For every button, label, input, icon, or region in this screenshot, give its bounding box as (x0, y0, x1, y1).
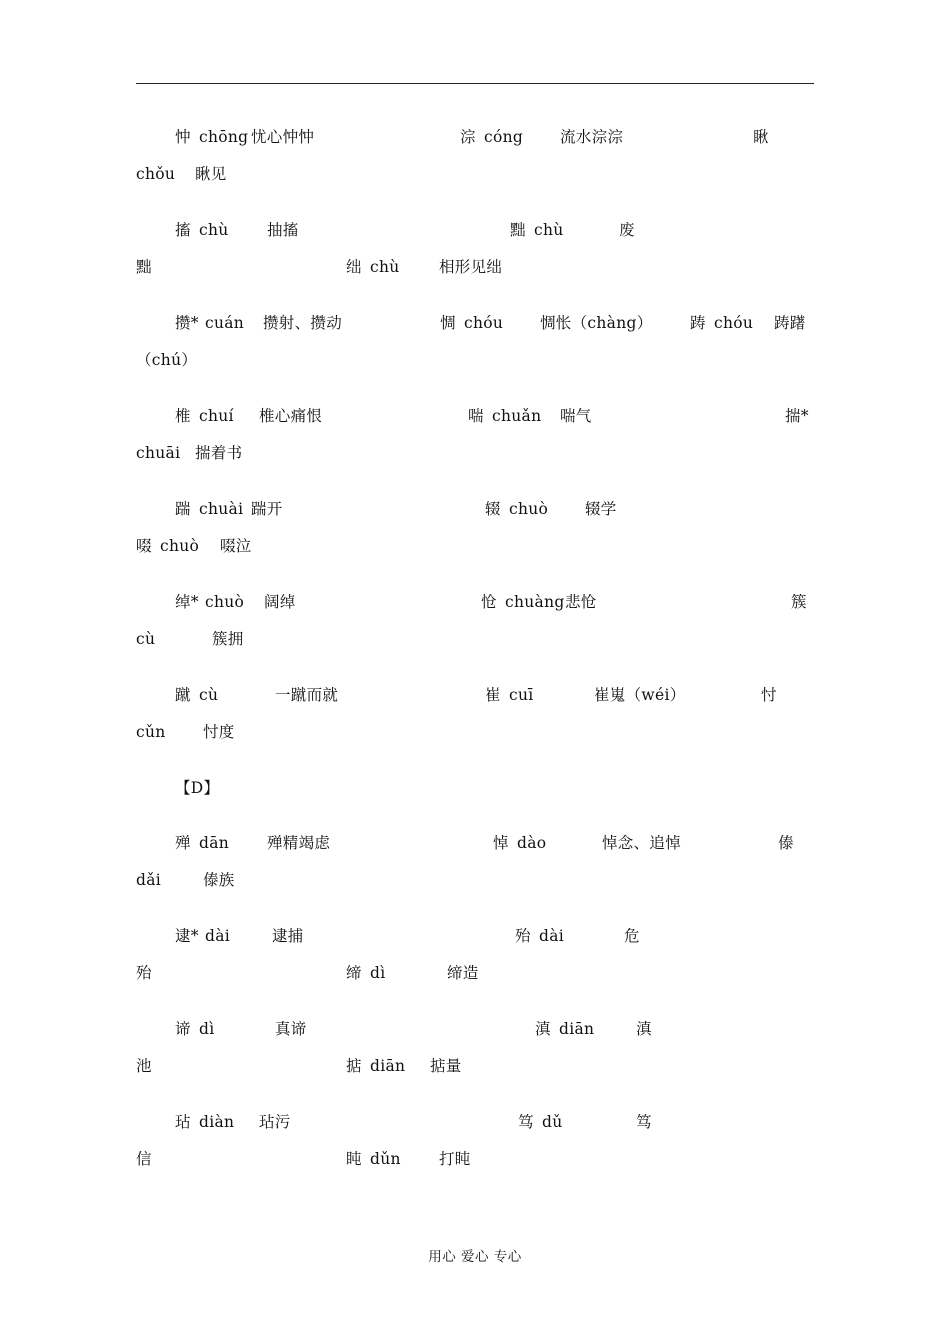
entry-word: 辍学 (585, 500, 617, 518)
entry-char: 瞅 (753, 128, 769, 146)
entry-word: 瞅见 (195, 165, 227, 183)
entry-char: 滇 (535, 1020, 551, 1038)
entry-char: 绌 (346, 258, 362, 276)
entry-char: 掂 (346, 1057, 362, 1075)
entry-char: 谛 (175, 1020, 191, 1038)
entry-pinyin: cǔn (136, 723, 166, 741)
entry-pinyin: cù (199, 686, 219, 704)
entry-pinyin: chǒu (136, 165, 176, 183)
entry-char: 逮* (175, 927, 199, 945)
entry-char: 踌 (690, 314, 706, 332)
entry-word: 流水淙淙 (560, 128, 624, 146)
entry-pinyin: cuán (205, 314, 245, 332)
entry-pinyin: diàn (199, 1113, 235, 1131)
entry-char: 辍 (485, 500, 501, 518)
entry-word: 悲怆 (565, 593, 597, 611)
entry-char: 缔 (346, 964, 362, 982)
entry-word: 阔绰 (264, 593, 296, 611)
entry-pinyin: chuò (205, 593, 245, 611)
entry-char: 笃 (518, 1113, 534, 1131)
entry-pinyin: cuī (509, 686, 534, 704)
entry-char: 揣* (785, 407, 809, 425)
entry-char: 怆 (481, 593, 497, 611)
entry-word: 簇拥 (212, 630, 244, 648)
entry-pinyin: dǎi (136, 871, 162, 889)
page-footer: 用心 爱心 专心 (428, 1249, 522, 1265)
entry-word: 真谛 (275, 1020, 307, 1038)
entry-char: 喘 (468, 407, 484, 425)
entry-char: 殚 (175, 834, 191, 852)
entry-char: 傣 (778, 834, 794, 852)
entry-word: 笃 (636, 1113, 652, 1131)
entry-word: 掂量 (430, 1057, 462, 1075)
entry-char: 蹴 (175, 686, 191, 704)
entry-pinyin: dì (370, 964, 386, 982)
entry-pinyin: chōng (199, 128, 249, 146)
entry-char: 盹 (346, 1150, 362, 1168)
entry-word: 忖度 (203, 723, 235, 741)
entry-word: 惆怅（chàng） (540, 314, 653, 332)
entry-pinyin: chù (370, 258, 400, 276)
entry-word: 悼念、追悼 (602, 834, 682, 852)
entry-pinyin: dài (205, 927, 231, 945)
entry-pinyin: dǔ (542, 1113, 563, 1131)
entry-char: 椎 (175, 407, 191, 425)
entry-char: 玷 (175, 1113, 191, 1131)
entry-char: 崔 (485, 686, 501, 704)
entry-pinyin: chuǎn (492, 407, 542, 425)
entry-word: 缔造 (447, 964, 479, 982)
entry-pinyin: chuài (199, 500, 244, 518)
entry-word: 傣族 (203, 871, 235, 889)
entry-word: 椎心痛恨 (259, 407, 323, 425)
entry-word: （chú） (136, 351, 198, 369)
entry-pinyin: diān (559, 1020, 595, 1038)
entry-char: 淙 (460, 128, 476, 146)
entry-char: 啜 (136, 537, 152, 555)
entry-char: 忡 (175, 128, 191, 146)
entry-word: 攒射、攒动 (263, 314, 343, 332)
entry-char: 悼 (493, 834, 509, 852)
entry-pinyin: chuàng (505, 593, 565, 611)
entry-char: 簇 (791, 593, 807, 611)
entry-char: 殆 (515, 927, 531, 945)
entry-word: 抽搐 (267, 221, 299, 239)
entry-pinyin: diān (370, 1057, 406, 1075)
entry-word: 踹开 (251, 500, 283, 518)
entry-char: 绰* (175, 593, 199, 611)
entry-word: 逮捕 (272, 927, 304, 945)
entry-word: 相形见绌 (439, 258, 503, 276)
entry-pinyin: dì (199, 1020, 215, 1038)
entry-word: 殚精竭虑 (267, 834, 331, 852)
entry-word: 信 (136, 1150, 152, 1168)
entry-pinyin: dān (199, 834, 230, 852)
section-heading-d: 【D】 (175, 779, 220, 797)
entry-pinyin: dài (539, 927, 565, 945)
entry-word: 一蹴而就 (275, 686, 339, 704)
entry-word: 崔嵬（wéi） (594, 686, 686, 704)
entry-pinyin: chuò (160, 537, 200, 555)
entry-char: 攒* (175, 314, 199, 332)
entry-pinyin: chù (534, 221, 564, 239)
entry-pinyin: dǔn (370, 1150, 401, 1168)
entry-pinyin: chuí (199, 407, 234, 425)
entry-word: 忧心忡忡 (251, 128, 315, 146)
entry-char: 搐 (175, 221, 191, 239)
entry-word: 打盹 (439, 1150, 471, 1168)
entry-char: 忖 (761, 686, 777, 704)
entry-pinyin: chù (199, 221, 229, 239)
entry-word: 殆 (136, 964, 152, 982)
entry-char: 黜 (510, 221, 526, 239)
entry-word: 踌躇 (774, 314, 806, 332)
entry-word: 危 (624, 927, 640, 945)
entry-pinyin: cù (136, 630, 156, 648)
entry-word: 池 (136, 1057, 152, 1075)
entry-word: 喘气 (560, 407, 592, 425)
entry-word: 滇 (636, 1020, 652, 1038)
entry-pinyin: chóu (714, 314, 754, 332)
entry-char: 踹 (175, 500, 191, 518)
entry-word: 揣着书 (195, 444, 243, 462)
entry-pinyin: chuāi (136, 444, 181, 462)
entry-word: 黜 (136, 258, 152, 276)
entry-pinyin: cóng (484, 128, 524, 146)
entry-pinyin: chuò (509, 500, 549, 518)
entry-word: 玷污 (259, 1113, 291, 1131)
header-rule (136, 83, 814, 84)
entry-word: 啜泣 (220, 537, 252, 555)
entry-word: 废 (619, 221, 635, 239)
entry-char: 惆 (440, 314, 456, 332)
entry-pinyin: chóu (464, 314, 504, 332)
entry-pinyin: dào (517, 834, 547, 852)
